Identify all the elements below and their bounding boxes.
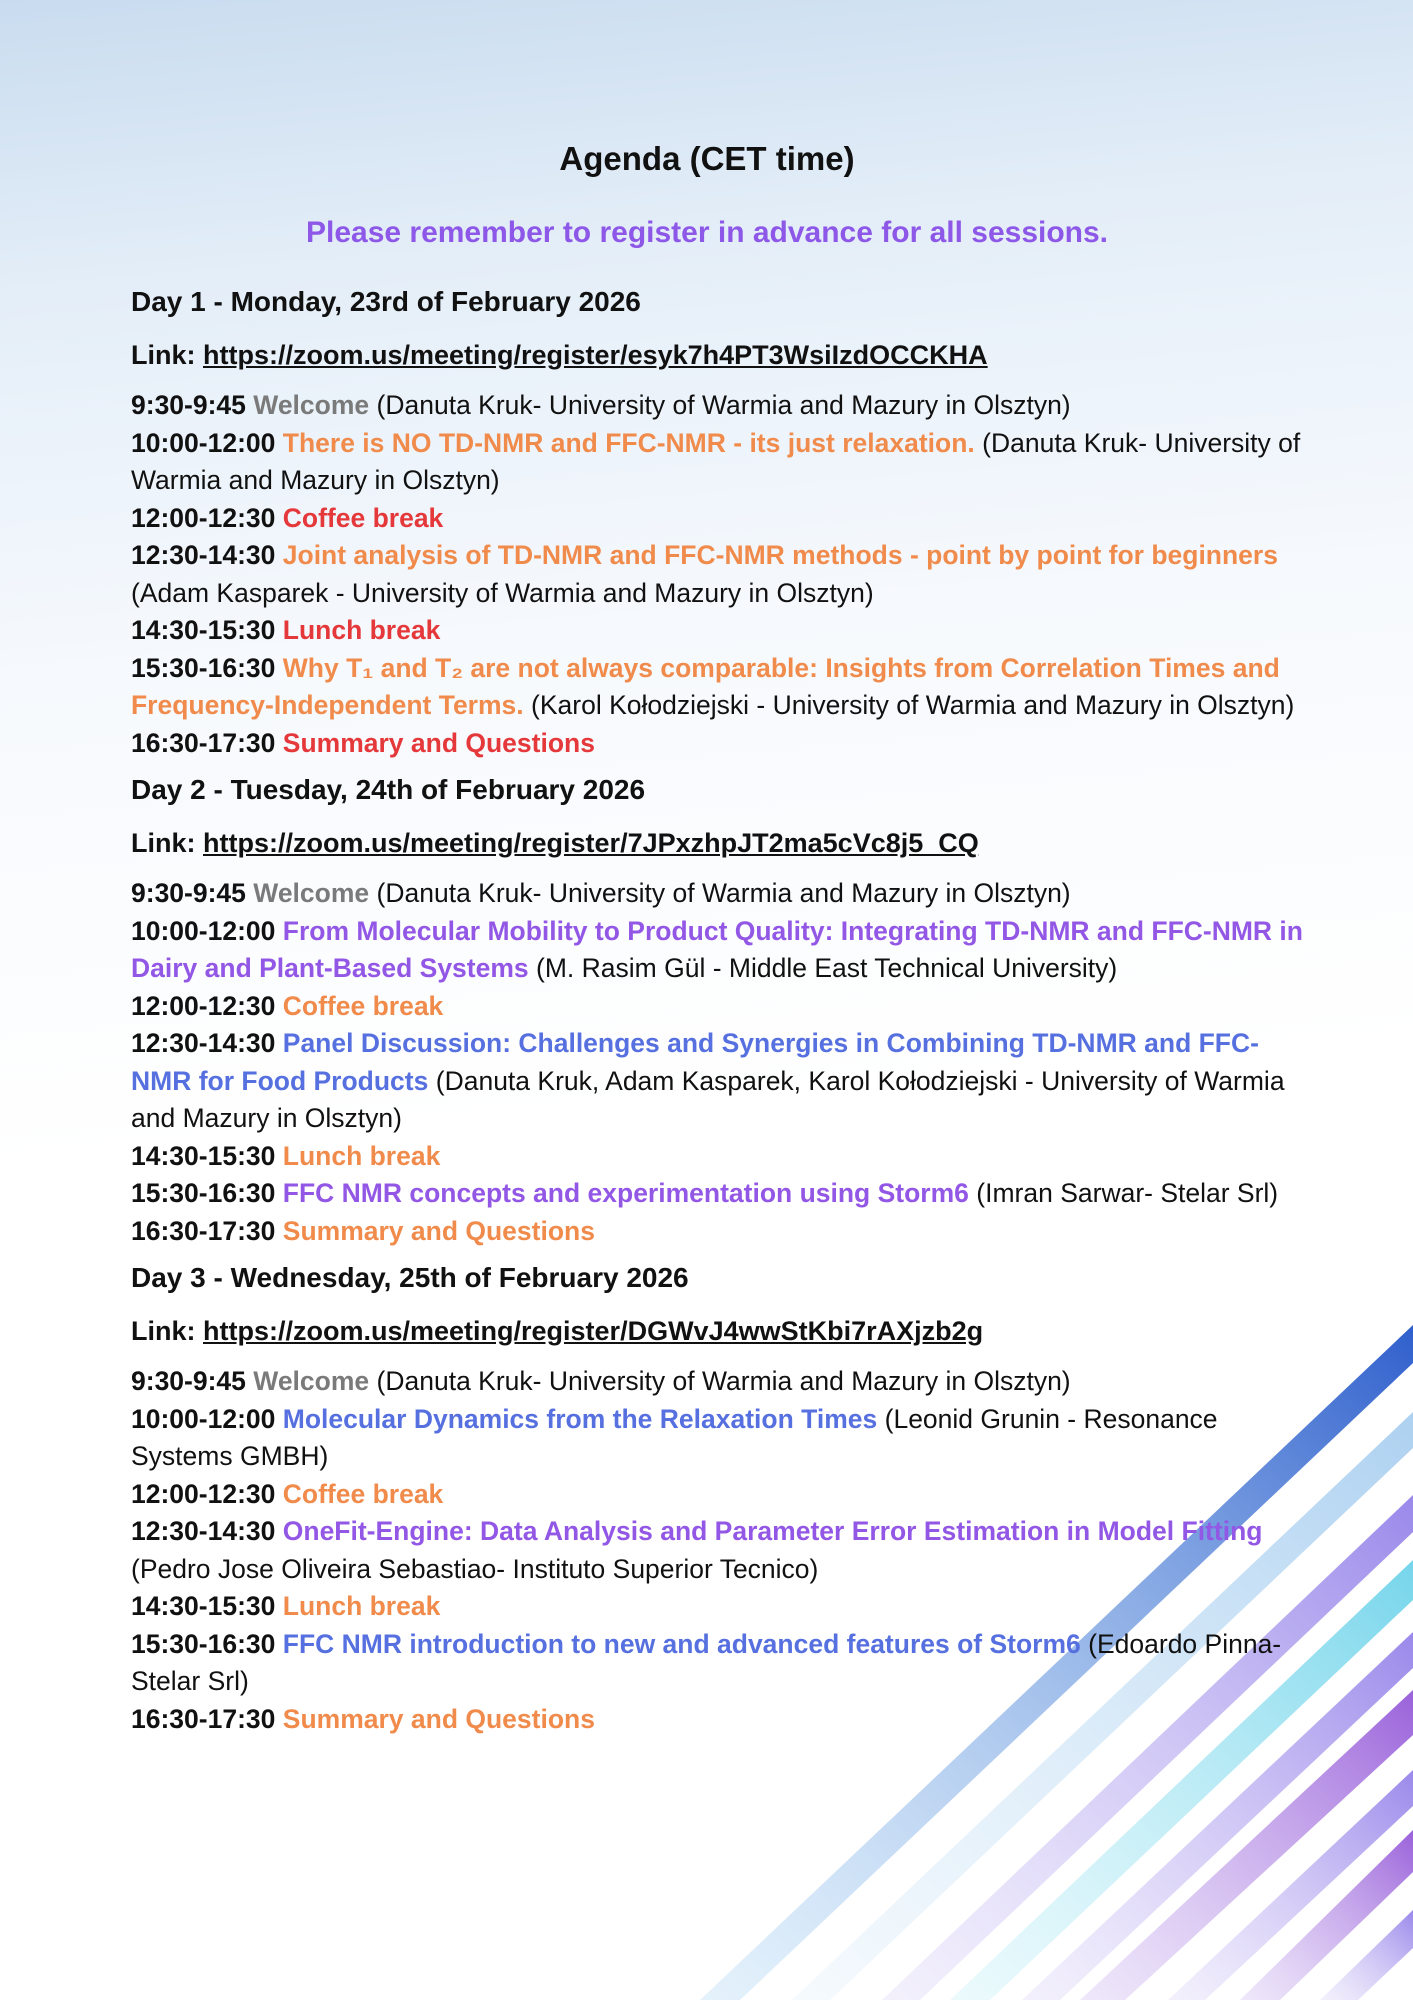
session-time: 10:00-12:00 — [131, 427, 276, 458]
agenda-page — [131, 140, 1311, 1750]
session-title: There is NO TD-NMR and FFC-NMR - its just relaxation. — [282, 427, 975, 458]
session-title: Joint analysis of TD-NMR and FFC-NMR methods - point by point for beginners — [282, 540, 1278, 570]
session-time: 12:30-14:30 — [131, 1516, 276, 1546]
link-label: Link: — [131, 1316, 196, 1346]
agenda-item — [131, 875, 1311, 913]
session-title: Coffee break — [282, 1478, 444, 1509]
session-title: Welcome — [253, 1366, 370, 1396]
agenda-item — [131, 387, 1311, 425]
agenda-item — [131, 913, 1311, 988]
session-speaker: (Danuta Kruk, Adam Kasparek, Karol Kołodziejski - University of Warmia and Mazury in Olsztyn) — [131, 1065, 1285, 1133]
session-time: 9:30-9:45 — [131, 1366, 246, 1396]
session-speaker: (Pedro Jose Oliveira Sebastiao- Instituto Superior Tecnico) — [131, 1553, 819, 1584]
session-title: From Molecular Mobility to Product Quality: Integrating TD-NMR and FFC-NMR in Dairy and Plant-Based Systems — [131, 915, 1303, 983]
session-title: Panel Discussion: Challenges and Synergies in Combining TD-NMR and FFC-NMR for Food Products — [131, 1028, 1259, 1096]
day-section — [131, 1262, 1311, 1738]
session-time: 15:30-16:30 — [131, 1178, 276, 1208]
session-time: 16:30-17:30 — [131, 1215, 276, 1246]
session-time: 16:30-17:30 — [131, 1703, 276, 1734]
day-heading: Day 2 - Tuesday, 24th of February 2026 — [131, 774, 646, 805]
page-title: Agenda (CET time) — [559, 140, 855, 177]
session-title: Summary and Questions — [282, 1215, 595, 1246]
agenda-item — [131, 612, 1311, 650]
session-title: Lunch break — [282, 615, 441, 645]
agenda-item — [131, 650, 1311, 725]
session-time: 9:30-9:45 — [131, 390, 246, 420]
agenda-item — [131, 500, 1311, 538]
agenda-item — [131, 1476, 1311, 1514]
agenda-item — [131, 425, 1311, 500]
zoom-link-row — [131, 1316, 1311, 1347]
session-title: Welcome — [253, 878, 370, 908]
link-label: Link: — [131, 828, 196, 858]
agenda-item — [131, 1138, 1311, 1176]
session-time: 12:00-12:30 — [131, 1478, 276, 1509]
session-title: Molecular Dynamics from the Relaxation Times — [282, 1403, 878, 1434]
agenda-item — [131, 725, 1311, 763]
agenda-item — [131, 1513, 1311, 1588]
session-title: Welcome — [253, 390, 370, 420]
session-speaker: (Edoardo Pinna- Stelar Srl) — [131, 1628, 1282, 1696]
session-speaker: (Imran Sarwar- Stelar Srl) — [976, 1178, 1279, 1208]
session-title: Lunch break — [282, 1140, 441, 1171]
day-section — [131, 774, 1311, 1250]
day-heading: Day 3 - Wednesday, 25th of February 2026 — [131, 1262, 689, 1293]
session-title: Coffee break — [282, 502, 444, 533]
session-speaker: (Danuta Kruk- University of Warmia and Mazury in Olsztyn) — [131, 427, 1301, 495]
agenda-item — [131, 1588, 1311, 1626]
session-speaker: (Danuta Kruk- University of Warmia and Mazury in Olsztyn) — [376, 1366, 1071, 1396]
agenda-item — [131, 1213, 1311, 1251]
session-time: 15:30-16:30 — [131, 652, 276, 683]
agenda-item — [131, 1025, 1311, 1138]
session-speaker: (Leonid Grunin - Resonance Systems GMBH) — [131, 1403, 1218, 1471]
session-title: Why T₁ and T₂ are not always comparable: Insights from Correlation Times and Frequency-Independent Terms. — [131, 652, 1280, 720]
session-time: 14:30-15:30 — [131, 615, 276, 645]
agenda-item — [131, 1701, 1311, 1739]
session-speaker: (Adam Kasparek - University of Warmia and Mazury in Olsztyn) — [131, 577, 874, 608]
session-time: 10:00-12:00 — [131, 915, 276, 946]
agenda-item — [131, 1175, 1311, 1213]
session-title: Summary and Questions — [282, 727, 595, 758]
session-time: 12:30-14:30 — [131, 1028, 276, 1058]
zoom-registration-link[interactable]: https://zoom.us/meeting/register/DGWvJ4wwStKbi7rAXjzb2g — [203, 1316, 984, 1346]
session-time: 12:00-12:30 — [131, 502, 276, 533]
session-title: Lunch break — [282, 1591, 441, 1621]
session-speaker: (Danuta Kruk- University of Warmia and Mazury in Olsztyn) — [376, 878, 1071, 908]
session-time: 10:00-12:00 — [131, 1403, 276, 1434]
agenda-item — [131, 537, 1311, 612]
session-title: Coffee break — [282, 990, 444, 1021]
day-section — [131, 286, 1311, 762]
session-title: OneFit-Engine: Data Analysis and Parameter Error Estimation in Model Fitting — [282, 1516, 1263, 1546]
session-time: 14:30-15:30 — [131, 1591, 276, 1621]
agenda-days — [131, 286, 1311, 1738]
session-time: 12:30-14:30 — [131, 540, 276, 570]
agenda-item — [131, 988, 1311, 1026]
zoom-link-row — [131, 828, 1311, 859]
session-title: Summary and Questions — [282, 1703, 595, 1734]
session-time: 9:30-9:45 — [131, 878, 246, 908]
session-time: 12:00-12:30 — [131, 990, 276, 1021]
day-heading: Day 1 - Monday, 23rd of February 2026 — [131, 286, 641, 317]
zoom-registration-link[interactable]: https://zoom.us/meeting/register/esyk7h4PT3WsiIzdOCCKHA — [203, 340, 988, 370]
registration-reminder: Please remember to register in advance for all sessions. — [305, 216, 1109, 249]
session-time: 15:30-16:30 — [131, 1628, 276, 1659]
session-speaker: (M. Rasim Gül - Middle East Technical University) — [536, 953, 1118, 983]
agenda-item — [131, 1401, 1311, 1476]
session-speaker: (Karol Kołodziejski - University of Warmia and Mazury in Olsztyn) — [531, 690, 1295, 720]
session-time: 16:30-17:30 — [131, 727, 276, 758]
session-title: FFC NMR introduction to new and advanced features of Storm6 — [282, 1628, 1081, 1659]
link-label: Link: — [131, 340, 196, 370]
session-speaker: (Danuta Kruk- University of Warmia and Mazury in Olsztyn) — [376, 390, 1071, 420]
zoom-registration-link[interactable]: https://zoom.us/meeting/register/7JPxzhpJT2ma5cVc8j5_CQ — [203, 828, 979, 858]
session-time: 14:30-15:30 — [131, 1140, 276, 1171]
zoom-link-row — [131, 340, 1311, 371]
agenda-item — [131, 1626, 1311, 1701]
agenda-item — [131, 1363, 1311, 1401]
session-title: FFC NMR concepts and experimentation using Storm6 — [282, 1178, 969, 1208]
